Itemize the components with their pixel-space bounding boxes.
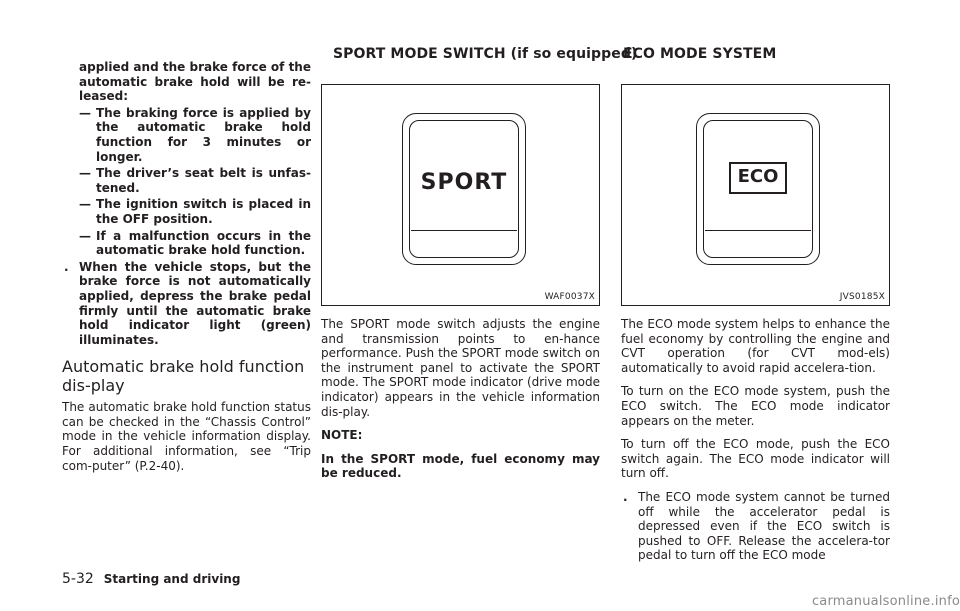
sport-switch-label: SPORT — [420, 170, 508, 195]
dash-item: — The braking force is applied by the automatic brake hold function for 3 minutes or longer. — [79, 105, 311, 164]
watermark-text: carmanualsonline.info — [811, 594, 960, 609]
figure-sport-switch — [321, 84, 600, 306]
column-middle — [321, 60, 600, 490]
column-left — [62, 60, 311, 482]
figure-caption: JVS0185X — [839, 292, 885, 302]
eco-switch-illustration — [696, 113, 820, 265]
dash-item: — The driver’s seat belt is unfas-tened. — [79, 166, 311, 195]
section-name: Starting and driving — [103, 572, 241, 586]
dash-item: — The ignition switch is placed in the OFF position. — [79, 197, 311, 226]
eco-switch-label: ECO — [729, 162, 787, 194]
figure-eco-switch — [621, 84, 890, 306]
page-number: 5-32 — [62, 571, 94, 587]
lead-text: applied and the brake force of the automatic brake hold will be re-leased: — [79, 60, 311, 104]
bullet-item: . The ECO mode system cannot be turned off while the accelerator pedal is depressed even if the ECO switch is pushed to OFF. Release the accelera-tor pedal to turn off the ECO mode — [623, 489, 890, 563]
figure-caption: WAF0037X — [544, 292, 595, 302]
paragraph: The automatic brake hold function status can be checked in the “Chassis Control” mode in the vehicle information display. For additional information, see “Trip com-puter” (P.2-40). — [62, 400, 311, 473]
paragraph: To turn off the ECO mode, push the ECO switch again. The ECO mode indicator will turn off. — [621, 437, 890, 481]
note-text: In the SPORT mode, fuel economy may be reduced. — [321, 451, 600, 481]
section-header-eco: ECO MODE SYSTEM — [623, 46, 777, 62]
page-footer — [62, 571, 240, 587]
paragraph: To turn on the ECO mode system, push the ECO switch. The ECO mode indicator appears on the meter. — [621, 384, 890, 428]
sport-switch-illustration — [402, 113, 526, 265]
dash-item: — If a malfunction occurs in the automatic brake hold function. — [79, 228, 311, 258]
subheading: Automatic brake hold function dis-play — [62, 357, 305, 396]
section-header-sport: SPORT MODE SWITCH (if so equipped) — [333, 46, 638, 62]
paragraph: The SPORT mode switch adjusts the engine and transmission points to en-hance performance. Push the SPORT mode switch on the instrument panel to activate the SPORT mode. The SPORT mode indicator (drive mode indicator) appears in the vehicle information dis-play. — [321, 317, 600, 419]
paragraph: The ECO mode system helps to enhance the fuel economy by controlling the engine and CVT operation (for CVT mod-els) automatically to avoid rapid accelera-tion. — [621, 317, 890, 375]
bullet-item: . When the vehicle stops, but the brake force is not automatically applied, depress the brake pedal firmly until the automatic brake hold indicator light (green) illuminates. — [64, 259, 311, 347]
note-label: NOTE: — [321, 428, 363, 443]
column-right — [621, 60, 890, 567]
